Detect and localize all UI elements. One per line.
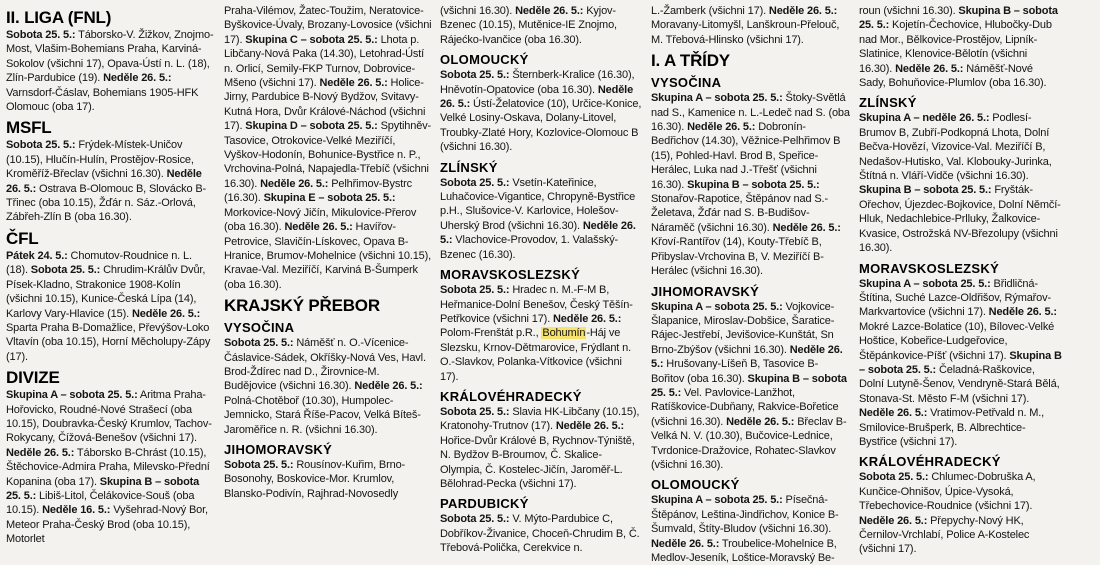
region-heading: OLOMOUCKÝ: [440, 52, 529, 68]
fixture-paragraph: [440, 176, 643, 262]
region-heading: OLOMOUCKÝ: [651, 477, 740, 493]
fixture-paragraph: [440, 4, 643, 47]
date-label: Neděle 26. 5.:: [515, 5, 584, 17]
fixture-text: Spytihněv-Tasovice, Otrokovice-Velké Meziříčí, Vyškov-Hodonín, Bohunice-Bystřice n. P., Vrchovina-Polná, Napajedla-Třebíč (všichni 16.30).: [224, 120, 432, 190]
fixture-text: Pelhřimov-Bystrc (16.30).: [224, 177, 412, 205]
region-heading: MORAVSKOSLEZSKÝ: [859, 260, 1000, 276]
fixture-paragraph: [224, 458, 432, 501]
fixture-text: Vojkovice-Šlapanice, Miroslav-Dobšice, Šaratice-Rájec-Jestřebí, Jevišovice-Kunštát, Sn Brno-Zbýšov (všichni 16.30).: [651, 300, 835, 356]
fixture-paragraph: [651, 4, 851, 47]
column-2: [224, 4, 432, 554]
fixture-text: Čeladná-Raškovice, Dolní Lutyně-Šenov, Vendryně-Stará Bělá, Stonava-St. Město F-M (všichni 17).: [859, 363, 1060, 405]
date-label: Sobota 25. 5.:: [224, 458, 294, 471]
region-heading: KRÁLOVÉHRADECKÝ: [859, 454, 1001, 470]
date-label: Neděle 26. 5.:: [284, 221, 353, 234]
fixture-paragraph: [6, 138, 216, 224]
fixture-paragraph: [6, 388, 216, 546]
date-label: Neděle 26. 5.:: [859, 407, 928, 420]
date-label: Sobota 25. 5.:: [440, 513, 510, 526]
fixture-text: Rousínov-Kuřim, Brno-Bosonohy, Boskovice-Mor. Krumlov, Blansko-Podivín, Rajhrad-Novosedly: [224, 458, 406, 500]
date-label: Sobota 25. 5.:: [6, 29, 76, 41]
date-label: Sobota 25. 5.:: [440, 405, 510, 418]
region-heading: ZLÍNSKÝ: [440, 159, 498, 175]
date-label: Neděle 26. 5.:: [6, 168, 202, 195]
fixture-text: roun (všichni 16.30).: [859, 5, 959, 17]
fixture-text: Ústí-Želatovice (10), Určice-Konice, Velké Losiny-Oskava, Dolany-Litovel, Troubky-Zlaté Hory, Kozlovice-Olomouc B (všichni 16.30).: [440, 98, 642, 154]
column-4: [651, 4, 851, 564]
fixture-text: Polná-Chotěboř (10.30), Humpolec-Jemnicko, Stará Říše-Pacov, Velká Bíteš-Jaroměřice n. R. (všichni 16.30).: [224, 394, 421, 436]
date-label: Skupina B – sobota 25. 5.:: [687, 178, 820, 191]
date-label: Neděle 26. 5.:: [6, 446, 75, 459]
fixture-text: Havířov-Petrovice, Slavičín-Lískovec, Opava B-Hranice, Brumov-Mohelnice (všichni 10.15), Kravae-Val. Meziříčí, Karviná B-Šumperk (oba 16.30).: [224, 221, 432, 291]
fixture-paragraph: [859, 4, 1062, 90]
date-label: Sobota 25. 5.:: [30, 264, 101, 277]
date-label: Neděle 26. 5.:: [131, 307, 201, 320]
fixture-text: Hrušovany-Líšeň B, Tasovice B-Bořitov (oba 16.30).: [651, 358, 819, 385]
date-label: Neděle 26. 5.:: [651, 343, 843, 371]
fixture-paragraph: [440, 283, 643, 384]
date-label: Sobota 25. 5.:: [440, 69, 510, 82]
fixture-text: -Háj ve Slezsku, Krnov-Dětmarovice, Frýdlant n. O.-Slavkov, Polanka-Vítkovice (všichni 17).: [440, 327, 631, 383]
date-label: Pátek 24. 5.:: [6, 249, 68, 262]
fixture-paragraph: [651, 300, 851, 473]
date-label: Neděle 26. 5.:: [895, 62, 964, 75]
region-heading: JIHOMORAVSKÝ: [651, 283, 760, 299]
date-label: Neděle 26. 5.:: [440, 83, 634, 111]
fixture-paragraph: [224, 336, 432, 437]
date-label: Neděle 26. 5.:: [103, 72, 172, 85]
fixture-paragraph: [224, 4, 432, 292]
fixture-text: Troubelice-Mohelnice B, Medlov-Jeseník, Loštice-Moravský Be-: [651, 537, 837, 564]
date-label: Skupina A – sobota 25. 5.:: [651, 494, 783, 507]
date-label: Skupina A – sobota 25. 5.:: [859, 277, 991, 290]
fixture-text: Vratimov-Petřvald n. M., Smilovice-Brušperk, B. Albrechtice-Bystřice (všichni 17).: [859, 407, 1045, 448]
fixture-text: Stonařov-Rapotice, Štěpánov nad S.-Želetava, Žďár nad S. B-Budišov-Náraměč (všichni 16.30).: [651, 193, 828, 234]
fixture-text: Písečná-Štěpánov, Leština-Jindřichov, Konice B-Šumvald, Štíty-Bludov (všichni 16.30).: [651, 494, 839, 536]
date-label: Sobota 25. 5.:: [440, 284, 510, 297]
date-label: Skupina A – sobota 25. 5.:: [651, 300, 783, 313]
fixture-text: Lhota p. Libčany-Nová Paka (14.30), Letohrad-Ústí n. Orlicí, Semily-FKP Turnov, Dobrovice-Mšeno (všichni 17).: [224, 33, 425, 90]
region-heading: KRÁLOVÉHRADECKÝ: [440, 388, 582, 404]
date-label: Skupina B – sobota 25. 5.:: [859, 184, 992, 197]
section-heading: DIVIZE: [6, 368, 60, 388]
fixture-text: Chrudim-Králův Dvůr, Písek-Kladno, Strakonice 1908-Kolín (všichni 10.15), Kunice-Česká Lípa (14), Karlovy Vary-Hlavice (15).: [6, 264, 206, 320]
fixture-paragraph: [859, 470, 1062, 556]
fixture-text: V. Mýto-Pardubice C, Dobříkov-Živanice, Choceň-Chrudim B, Č. Třebová-Polička, Cerekvice n.: [440, 513, 640, 555]
date-label: Skupina A – sobota 25. 5.:: [6, 389, 138, 402]
date-label: Skupina B – sobota 25. 5.:: [859, 349, 1062, 376]
date-label: Skupina D – sobota 25. 5.:: [245, 120, 378, 133]
fixture-text: Sparta Praha B-Domažlice, Převýšov-Loko Vltavín (oba 10.15), Horní Měcholupy-Zápy (17).: [6, 321, 211, 363]
fixture-paragraph: [651, 493, 851, 565]
section-heading: ČFL: [6, 228, 39, 248]
column-1: [6, 4, 216, 554]
fixture-text: Varnsdorf-Čáslav, Bohemians 1905-HFK Olomouc (oba 17).: [6, 86, 199, 114]
fixture-text: Vel. Pavlovice-Lanžhot, Ratíškovice-Dubňany, Rakvice-Bořetice (všichni 16.30).: [651, 386, 839, 428]
fixture-text: Táborsko-V. Žižkov, Znojmo-Most, Vlašim-Bohemians Praha, Karviná-Sokolov (všichni 17), Opava-Ústí n. L. (18), Zlín-Pardubice (19).: [6, 29, 214, 85]
region-heading: PARDUBICKÝ: [440, 496, 529, 512]
date-label: Skupina B – sobota 25. 5.:: [6, 475, 200, 502]
fixture-text: Aritma Praha-Hořovicko, Roudné-Nové Strašecí (oba 10.15), Doubravka-Český Krumlov, Tachov-Rokycany, Čížová-Benešov (všichni 17).: [6, 389, 212, 445]
date-label: Neděle 26. 5.:: [555, 420, 625, 433]
date-label: Neděle 26. 5.:: [354, 380, 423, 393]
region-heading: ZLÍNSKÝ: [859, 95, 917, 111]
fixture-text: Polom-Frenštát p.R.,: [440, 327, 542, 340]
fixture-paragraph: [6, 28, 216, 114]
fixture-text: Vsetín-Kateřinice, Luhačovice-Vigantice, Chropyně-Bystřice p.H., Slušovice-V. Karlovice, Holešov-Uherský Brod (všichni 16.30).: [440, 176, 636, 232]
date-label: Neděle 26. 5.:: [772, 221, 841, 234]
fixture-text: Libiš-Litol, Čelákovice-Souš (oba 10.15).: [6, 489, 195, 517]
fixture-text: Podlesí-Brumov B, Zubří-Podkopná Lhota, Dolní Bečva-Hovězí, Vizovice-Val. Meziříčí B, Nedašov-Hutisko, Val. Klobouky-Jurinka, Štítná n. Vláří-Vidče (všichni 16.30).: [859, 112, 1052, 183]
fixture-paragraph: [6, 249, 216, 364]
fixture-text: Břidličná-Štítina, Suché Lazce-Oldřišov, Rýmařov-Markvartovice (všichni 17).: [859, 277, 1052, 319]
date-label: Neděle 26. 5.:: [726, 415, 795, 428]
fixture-text: Chlumec-Dobruška A, Kunčice-Ohnišov, Úpice-Vysoká, Třebechovice-Roudnice (všichni 17).: [859, 471, 1036, 513]
fixture-text: Ostrava B-Olomouc B, Slovácko B-Třinec (oba 10.15), Žďár n. Sáz.-Orlová, Zábřeh-Zlín B (oba 16.30).: [6, 182, 207, 224]
fixture-text: Vlachovice-Provodov, 1. Valašský-Bzenec (16.30).: [440, 234, 619, 261]
column-5: [859, 4, 1062, 554]
date-label: Neděle 26. 5.:: [260, 177, 329, 190]
fixture-text: Holice-Jirny, Pardubice B-Nový Bydžov, Svitavy-Kutná Hora, Dvůr Králové-Náchod (všichni 17).: [224, 77, 426, 133]
date-label: Neděle 26. 5.:: [687, 121, 756, 134]
fixture-text: Moravany-Litomyšl, Lanškroun-Přelouč, M. Třebová-Hlinsko (všichni 17).: [651, 19, 840, 46]
fixture-text: Štoky-Světlá nad S., Kamenice n. L.-Ledeč nad S. (oba 16.30).: [651, 92, 850, 134]
date-label: Neděle 26. 5.:: [651, 537, 720, 550]
section-heading: II. LIGA (FNL): [6, 8, 112, 27]
section-heading: KRAJSKÝ PŘEBOR: [224, 296, 380, 316]
date-label: Sobota 25. 5.:: [6, 139, 76, 152]
date-label: Neděle 26. 5.:: [988, 306, 1057, 319]
fixture-paragraph: [859, 277, 1062, 450]
date-label: Sobota 25. 5.:: [859, 471, 929, 484]
fixture-text: Přepychy-Nový HK, Černilov-Vrchlabí, Police A-Kostelec (všichni 17).: [859, 514, 1030, 556]
region-heading: JIHOMORAVSKÝ: [224, 441, 333, 457]
date-label: Skupina C – sobota 25. 5.:: [245, 33, 378, 46]
fixture-paragraph: [440, 68, 643, 154]
date-label: Neděle 26. 5.:: [859, 514, 928, 527]
fixture-text: Fryšták-Ořechov, Újezdec-Bojkovice, Dolní Němčí-Hluk, Nedachlebice-Prlluky, Žalkovice-Kvasice, Ostrožská NV-Březolupy (všichni 16.30).: [859, 184, 1061, 255]
fixture-paragraph: [651, 91, 851, 278]
fixture-text: Mokré Lazce-Bolatice (10), Bílovec-Velké Hoštice, Kobeřice-Ludgeřovice, Štěpánkovice-Píšť (všichni 17).: [859, 320, 1055, 362]
date-label: Skupina B – sobota 25. 5.:: [859, 5, 1058, 32]
region-heading: MORAVSKOSLEZSKÝ: [440, 267, 581, 283]
fixture-text: Křoví-Rantířov (14), Kouty-Třebíč B, Přibyslav-Vrchovina B, V. Meziříčí B-Herálec (všichni 16.30).: [651, 236, 824, 278]
highlighted-team: Bohumín: [542, 327, 586, 340]
column-3: [440, 4, 643, 554]
date-label: Neděle 16. 5.:: [42, 504, 111, 517]
fixture-text: Kyjov-Bzenec (10.15), Mutěnice-IE Znojmo, Rájećko-Ivančice (oba 16.30).: [440, 5, 617, 46]
fixture-text: Hořice-Dvůr Králové B, Rychnov-Týniště, N. Bydžov B-Broumov, Č. Skalice-Olympia, Č. Kostelec-Jičín, Jaroměř-L. Bělohrad-Pecka (všichni 17).: [440, 434, 635, 490]
date-label: Neděle 26. 5.:: [553, 312, 622, 325]
fixture-text: Praha-Vilémov, Žatec-Toužim, Neratovice-Byškovice-Úvaly, Brozany-Lovosice (všichni 17).: [224, 5, 432, 46]
fixture-paragraph: [859, 111, 1062, 255]
fixture-text: Šternberk-Kralice (16.30), Hněvotín-Opatovice (oba 16.30).: [440, 69, 635, 96]
fixture-text: Slavia HK-Libčany (10.15), Kratonohy-Trutnov (17).: [440, 405, 640, 433]
fixture-text: Náměšť-Nové Sady, Bohuňovice-Plumlov (oba 16.30).: [859, 62, 1047, 90]
fixture-text: Dobronín-Bedřichov (14.30), Věžnice-Pelhřimov B (15), Pohled-Havl. Brod B, Speřice-Herálec, Luka nad J.-Třešť (všichni 16.30).: [651, 121, 841, 191]
region-heading: VYSOČINA: [224, 320, 295, 336]
section-heading: I. A TŘÍDY: [651, 51, 730, 71]
fixture-text: Kojetín-Čechovice, Hlubočky-Dub nad Mor., Bělkovice-Prostějov, Lipník-Slatinice, Klenovice-Bělotín (všichni 16.30).: [859, 19, 1052, 75]
date-label: Neděle 26. 5.:: [768, 5, 838, 17]
fixture-paragraph: [440, 512, 643, 555]
date-label: Skupina A – sobota 25. 5.:: [651, 92, 783, 105]
fixture-text: Náměšť n. O.-Vícenice-Čáslavice-Sádek, Okříšky-Nová Ves, Havl. Brod-Ždírec nad D., Žirovnice-M. Budějovice (všichni 16.30).: [224, 337, 426, 393]
date-label: Neděle 26. 5.:: [440, 219, 636, 247]
date-label: Sobota 25. 5.:: [440, 176, 510, 189]
date-label: Sobota 25. 5.:: [224, 337, 294, 350]
fixture-text: Frýdek-Místek-Uničov (10.15), Hlučín-Hulín, Prostějov-Rosice, Kroměříž-Břeclav (všichni 16.30).: [6, 139, 194, 181]
fixture-text: Chomutov-Roudnice n. L. (18).: [6, 249, 192, 277]
fixture-text: Morkovice-Nový Jičín, Mikulovice-Přerov (oba 16.30).: [224, 206, 417, 234]
fixture-text: Táborsko B-Chrást (10.15), Štěchovice-Admira Praha, Milevsko-Přední Kopanina (oba 17).: [6, 446, 210, 488]
date-label: Skupina E – sobota 25. 5.:: [263, 192, 396, 205]
region-heading: VYSOČINA: [651, 75, 722, 91]
fixture-text: L.-Žamberk (všichni 17).: [651, 5, 769, 17]
fixture-text: Břeclav B-Velká N. V. (10.30), Bučovice-Lednice, Tvrdonice-Dražovice, Rohatec-Slavkov (všichni 16.30).: [651, 415, 847, 471]
section-heading: MSFL: [6, 118, 52, 138]
date-label: Skupina A – neděle 26. 5.:: [859, 112, 990, 125]
fixture-text: Vyšehrad-Nový Bor, Meteor Praha-Český Brod (oba 10.15), Motorlet: [6, 504, 208, 546]
date-label: Neděle 26. 5.:: [319, 77, 388, 90]
date-label: Skupina B – sobota 25. 5.:: [651, 372, 847, 399]
fixture-text: (všichni 16.30).: [440, 5, 516, 17]
fixture-paragraph: [440, 405, 643, 491]
fixture-text: Hradec n. M.-F-M B, Heřmanice-Dolní Benešov, Český Těšín-Petřkovice (všichni 17).: [440, 284, 633, 325]
